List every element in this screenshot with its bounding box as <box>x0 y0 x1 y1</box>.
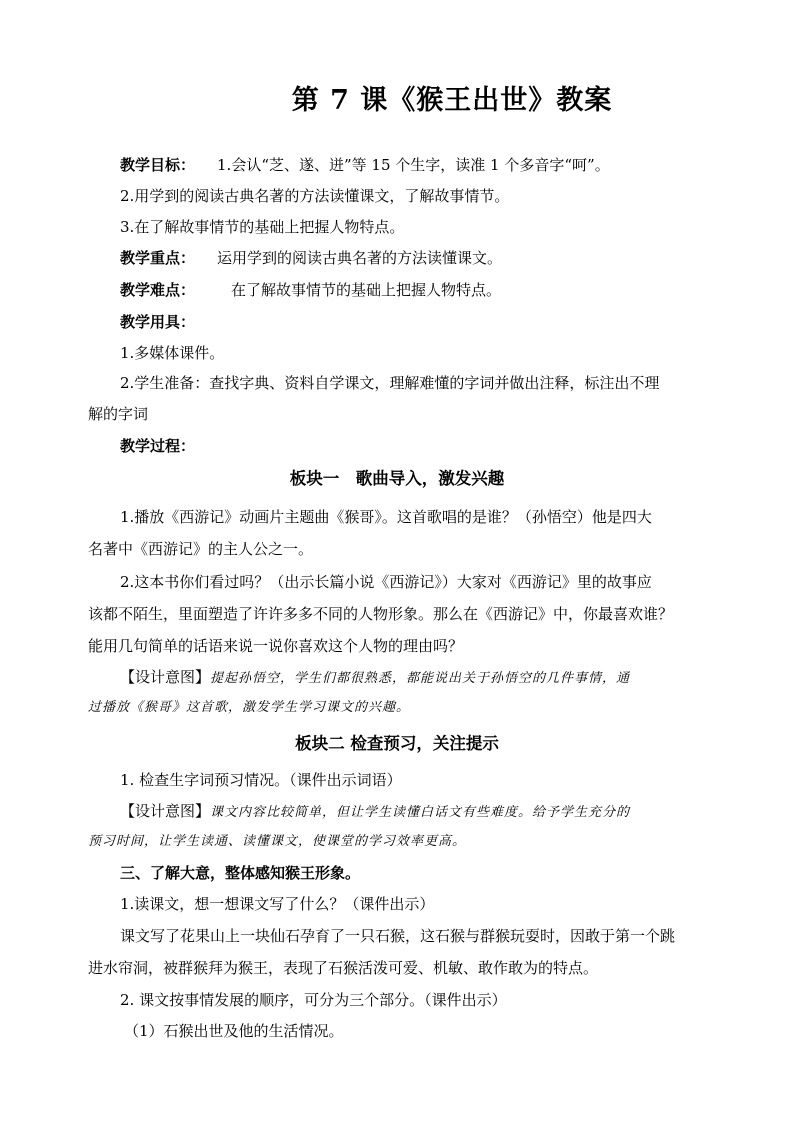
section-2-intent-line-1 <box>120 801 740 823</box>
section-1-p1-line-2: 名著中《西游记》的主人公之一。 <box>88 540 314 558</box>
section-3-p2-line-1: 课文写了花果山上一块仙石孕育了一只石猴，这石猴与群猴玩耍时，因敢于第一个跳 <box>120 927 676 945</box>
difficulty-label: 教学难点： <box>120 281 196 299</box>
process-label: 教学过程： <box>120 437 196 455</box>
section-1-p2-line-2: 该都不陌生，里面塑造了许许多多不同的人物形象。那么在《西游记》中，你最喜欢谁？ <box>88 605 674 623</box>
section-3-heading: 三、了解大意，整体感知猴王形象。 <box>120 864 361 882</box>
section-1-intent-line-1 <box>120 667 740 689</box>
section-3-p1: 1.读课文，想一想课文写了什么？（课件出示） <box>120 895 435 913</box>
difficulty-line <box>120 280 740 300</box>
section-3-p2-line-2: 进水帘洞，被群猴拜为猴王，表现了石猴活泼可爱、机敏、敢作敢为的特点。 <box>88 959 599 977</box>
difficulty-text: 在了解故事情节的基础上把握人物特点。 <box>231 281 502 299</box>
section-2-intent-text-1: 课文内容比较简单，但让学生读懂白话文有些难度。给予学生充分的 <box>210 805 631 820</box>
section-1-p1-line-1: 1.播放《西游记》动画片主题曲《猴哥》。这首歌唱的是谁？（孙悟空）他是四大 <box>120 508 652 526</box>
tools-item-2-line-1: 2.学生准备：查找字典、资料自学课文，理解难懂的字词并做出注释，标注出不理 <box>120 374 660 392</box>
section-3-p3: 2. 课文按事情发展的顺序，可分为三个部分。（课件出示） <box>120 991 507 1009</box>
goals-item-3: 3.在了解故事情节的基础上把握人物特点。 <box>120 218 405 236</box>
tools-item-2-line-2: 解的字词 <box>88 405 149 423</box>
section-3-p4: （1）石猴出世及他的生活情况。 <box>124 1022 344 1040</box>
goals-line <box>120 155 740 175</box>
goals-item-2: 2.用学到的阅读古典名著的方法读懂课文，了解故事情节。 <box>120 187 510 205</box>
section-2-intent-label: 【设计意图】 <box>120 802 211 820</box>
section-1-intent-label: 【设计意图】 <box>120 668 211 686</box>
key-point-text: 运用学到的阅读古典名著的方法读懂课文。 <box>217 249 503 267</box>
section-1-intent-text-1: 提起孙悟空，学生们都很熟悉，都能说出关于孙悟空的几件事情，通 <box>210 671 631 686</box>
section-1-p2-line-1: 2.这本书你们看过吗？（出示长篇小说《西游记》）大家对《西游记》里的故事应 <box>120 573 652 591</box>
goals-label: 教学目标： <box>120 156 196 174</box>
section-2-heading: 板块二 检查预习，关注提示 <box>295 734 499 753</box>
section-1-p2-line-3: 能用几句简单的话语来说一说你喜欢这个人物的理由吗？ <box>88 637 464 655</box>
section-1-heading: 板块一 歌曲导入，激发兴趣 <box>289 469 505 488</box>
goals-item-1: 1.会认“芝、遂、迸”等 15 个生字，读准 1 个多音字“呵”。 <box>217 156 610 174</box>
key-point-label: 教学重点： <box>120 249 196 267</box>
section-2-intent-line-2: 预习时间，让学生读通、读懂课文，使课堂的学习效率更高。 <box>88 834 467 849</box>
section-2-p1: 1. 检查生字词预习情况。（课件出示词语） <box>120 771 402 789</box>
page-title: 第 7 课《猴王出世》教案 <box>291 85 613 116</box>
section-1-intent-line-2: 过播放《猴哥》这首歌，激发学生学习课文的兴趣。 <box>88 700 411 715</box>
key-point-line <box>120 248 740 268</box>
tools-label: 教学用具： <box>120 313 196 331</box>
tools-item-1: 1.多媒体课件。 <box>120 344 225 362</box>
